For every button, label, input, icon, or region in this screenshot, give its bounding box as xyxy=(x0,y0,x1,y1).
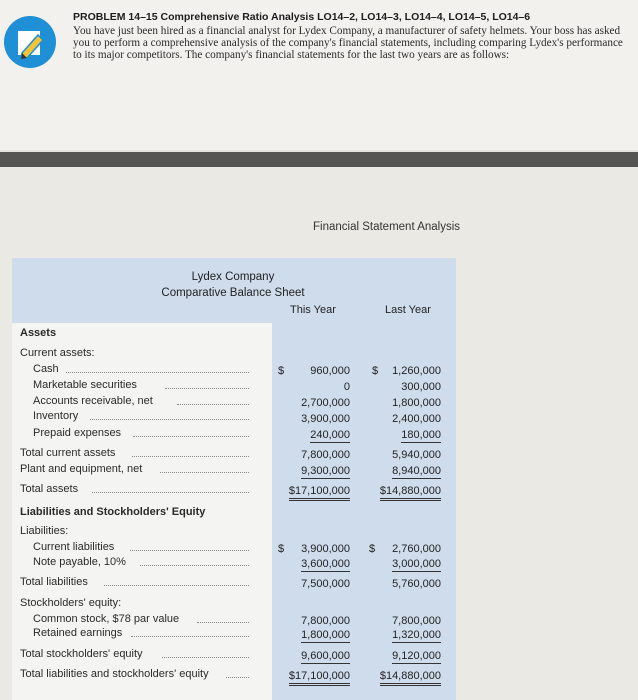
liabilities-heading: Liabilities: xyxy=(20,525,69,537)
total-liabilities-equity-last-year: $14,880,000 xyxy=(380,670,441,686)
accounts-receivable-last-year: 1,800,000 xyxy=(392,397,441,409)
total-liabilities-this-year: 7,500,000 xyxy=(301,578,350,590)
current-liabilities-last-year: 2,760,000 xyxy=(392,543,441,555)
common-stock-last-year: 7,800,000 xyxy=(392,615,441,627)
plant-equipment-label: Plant and equipment, net xyxy=(20,463,143,475)
cash-label: Cash xyxy=(33,363,59,375)
problem-heading: PROBLEM 14–15 Comprehensive Ratio Analysis LO14–2, LO14–3, LO14–4, LO14–5, LO14–6 xyxy=(73,11,531,23)
leader-dots xyxy=(130,541,249,551)
accounts-receivable-this-year: 2,700,000 xyxy=(301,397,350,409)
total-equity-this-year: 9,600,000 xyxy=(301,650,350,662)
cash-last-year: 1,260,000 xyxy=(392,365,441,377)
total-current-assets-last-year: 5,940,000 xyxy=(392,449,441,461)
inventory-this-year: 3,900,000 xyxy=(301,413,350,425)
leader-dots xyxy=(92,483,249,493)
current-assets-heading: Current assets: xyxy=(20,347,95,359)
total-equity-label: Total stockholders' equity xyxy=(20,648,143,660)
leader-dots xyxy=(132,447,249,457)
note-payable-label: Note payable, 10% xyxy=(33,556,126,568)
total-liabilities-last-year: 5,760,000 xyxy=(392,578,441,590)
column-header-last-year: Last Year xyxy=(385,304,431,316)
divider-band xyxy=(0,152,638,167)
inventory-last-year: 2,400,000 xyxy=(392,413,441,425)
accounts-receivable-label: Accounts receivable, net xyxy=(33,395,153,407)
leader-dots xyxy=(131,627,249,637)
company-name: Lydex Company xyxy=(191,271,275,283)
currency-symbol: $ xyxy=(278,365,285,377)
prepaid-expenses-last-year: 180,000 xyxy=(401,429,441,441)
edit-pencil-icon xyxy=(2,14,58,70)
leader-dots xyxy=(160,463,249,473)
total-liabilities-label: Total liabilities xyxy=(20,576,88,588)
leader-dots xyxy=(133,427,249,437)
currency-symbol: $ xyxy=(278,543,285,555)
column-header-this-year: This Year xyxy=(290,304,336,316)
cash-this-year: 960,000 xyxy=(310,365,350,377)
assets-heading: Assets xyxy=(20,327,57,339)
plant-equipment-this-year: 9,300,000 xyxy=(301,465,350,477)
statement-title: Comparative Balance Sheet xyxy=(161,287,305,299)
total-current-assets-label: Total current assets xyxy=(20,447,116,459)
retained-earnings-label: Retained earnings xyxy=(33,627,123,639)
total-current-assets-this-year: 7,800,000 xyxy=(301,449,350,461)
retained-earnings-this-year: 1,800,000 xyxy=(301,629,350,641)
currency-symbol: $ xyxy=(369,543,376,555)
retained-earnings-last-year: 1,320,000 xyxy=(392,629,441,641)
marketable-securities-this-year: 0 xyxy=(343,381,350,393)
total-liabilities-equity-label: Total liabilities and stockholders' equity xyxy=(20,668,209,680)
current-liabilities-this-year: 3,900,000 xyxy=(301,543,350,555)
leader-dots xyxy=(197,613,249,623)
total-assets-label: Total assets xyxy=(20,483,79,495)
equity-heading: Stockholders' equity: xyxy=(20,597,122,609)
total-assets-this-year: $17,100,000 xyxy=(289,485,350,501)
leader-dots xyxy=(90,410,249,420)
marketable-securities-last-year: 300,000 xyxy=(401,381,441,393)
leader-dots xyxy=(165,379,249,389)
leader-dots xyxy=(104,576,249,586)
section-label: Financial Statement Analysis xyxy=(313,221,461,233)
leader-dots xyxy=(140,556,249,566)
prepaid-expenses-label: Prepaid expenses xyxy=(33,427,122,439)
total-liabilities-equity-this-year: $17,100,000 xyxy=(289,670,350,686)
prepaid-expenses-this-year: 240,000 xyxy=(310,429,350,441)
note-payable-this-year: 3,600,000 xyxy=(301,558,350,570)
total-equity-last-year: 9,120,000 xyxy=(392,650,441,662)
plant-equipment-last-year: 8,940,000 xyxy=(392,465,441,477)
leader-dots xyxy=(162,648,249,658)
leader-dots xyxy=(66,363,249,373)
problem-text: You have just been hired as a financial analyst for Lydex Company, a manufacturer of safety helmets. Your boss has asked you to perform a comprehensive analysis of the company's financial statements, including comparing Lydex's performance to its major competitors. The company's financial statements for the last two years are as follows: xyxy=(73,25,623,62)
common-stock-this-year: 7,800,000 xyxy=(301,615,350,627)
leader-dots xyxy=(177,395,249,405)
common-stock-label: Common stock, $78 par value xyxy=(33,613,180,625)
liabilities-equity-heading: Liabilities and Stockholders' Equity xyxy=(20,506,206,518)
leader-dots xyxy=(226,668,249,678)
marketable-securities-label: Marketable securities xyxy=(33,379,137,391)
currency-symbol: $ xyxy=(372,365,379,377)
note-payable-last-year: 3,000,000 xyxy=(392,558,441,570)
current-liabilities-label: Current liabilities xyxy=(33,541,115,553)
total-assets-last-year: $14,880,000 xyxy=(380,485,441,501)
inventory-label: Inventory xyxy=(33,410,79,422)
